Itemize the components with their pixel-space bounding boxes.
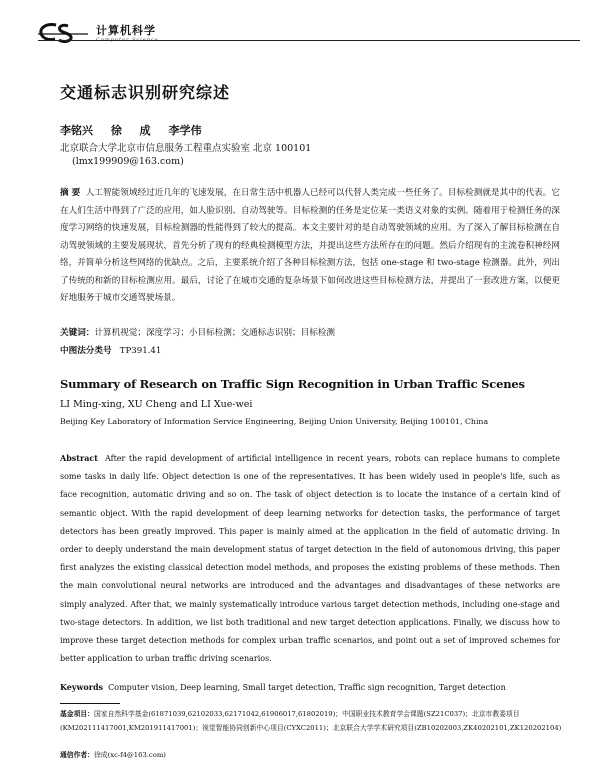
abstract-en-text: After the rapid development of artificial intelligence in recent years, robots can replace humans to complete some tasks in daily life. Object detection is one of the representatives. It has been widely used in people's life, such as face recognition, automatic driving and so on. The task of object detection is to locate the instance of a certain kind of semantic object. With the rapid development of deep learning networks for detection tasks, the performance of target detectors has been greatly improved. This paper is mainly aimed at the application in the field of automatic driving. In order to deeply understand the main development status of target detection in the field of autonomous driving, this paper first analyzes the existing classical detection model methods, and proposes the existing problems of these methods. Then the main convolutional neural networks are introduced and the advantages and disadvantages of these networks are simply analyzed. After that, we mainly systematically introduce various target detection methods, including one-stage and two-stage detectors. In addition, we list both traditional and new target detection applications. Finally, we discuss how to improve these target detection methods for complex urban traffic scenarios, and point out a set of improved schemes for better application to urban traffic driving scenarios. bbox=[60, 454, 561, 664]
authors-cn: 李铭兴 徐 成 李学伟 bbox=[60, 124, 202, 137]
affiliation-cn: 北京联合大学北京市信息服务工程重点实验室 北京 100101 bbox=[60, 143, 312, 154]
journal-header bbox=[0, 0, 600, 52]
keywords-cn-text: 计算机视觉；深度学习；小目标检测；交通标志识别；目标检测 bbox=[94, 328, 336, 338]
keywords-cn-label: 关键词： bbox=[60, 328, 95, 338]
keywords-en-label: Keywords bbox=[60, 682, 104, 692]
abstract-en-label: Abstract bbox=[60, 453, 98, 463]
funding-text: 国家自然科学基金(61871039,62102033,62171042,61906017,61802019)；中国职业技术教育学会课题(SZ21C037)；北京市教委项目(KM202111417001,KM201911417001)；视觉智能协同创新中心项目(CYXC2011)；北京联合大学学术研究项目(ZB10202003,ZK40202101,ZK120202104) bbox=[60, 710, 562, 732]
abstract-cn-text: 人工智能领域经过近几年的飞速发展，在日常生活中机器人已经可以代替人类完成一些任务了。目标检测就是其中的代表。它在人们生活中得到了广泛的应用，如人脸识别、自动驾驶等。目标检测的任务是定位某一类语义对象的实例。随着用于检测任务的深度学习网络的快速发展，目标检测器的性能得到了较大的提高。本文主要针对的是自动驾驶领域的应用。为了深入了解目标检测在自动驾驶领域的主要发展现状，首先分析了现有的经典检测模型方法，并提出这些方法所存在的问题。然后介绍现有的主流卷积神经网络，并简单分析这些网络的优缺点。之后，主要系统介绍了各种目标检测方法，包括 one-stage 和 two-stage 检测器。此外，列出了传统的和新的目标检测应用。最后，讨论了在城市交通的复杂场景下如何改进这些目标检测方法，并提出了一套改进方案，以便更好地服务于城市交通驾驶场景。 bbox=[60, 188, 560, 303]
affiliation-en: Beijing Key Laboratory of Information Service Engineering, Beijing Union University, Beijing 100101, China bbox=[60, 417, 489, 426]
abstract-en bbox=[60, 449, 560, 668]
corresponding-text: 徐成(xc-f4@163.com) bbox=[93, 751, 166, 759]
classification-cn-text: TP391.41 bbox=[119, 346, 162, 356]
keywords-cn bbox=[60, 326, 335, 338]
footnote-divider bbox=[60, 703, 120, 704]
journal-name-cn: 计算机科学 bbox=[96, 24, 156, 37]
abstract-cn-label: 摘 要 bbox=[60, 188, 81, 198]
author-email: (lmx199909@163.com) bbox=[72, 156, 184, 167]
abstract-cn bbox=[60, 185, 560, 308]
keywords-en-text: Computer vision, Deep learning, Small target detection, Traffic sign recognition, Target detection bbox=[108, 683, 506, 692]
paper-title-cn: 交通标志识别研究综述 bbox=[60, 85, 231, 102]
funding-footnote bbox=[60, 707, 565, 735]
paper-title-en: Summary of Research on Traffic Sign Recognition in Urban Traffic Scenes bbox=[60, 377, 525, 391]
classification-cn bbox=[60, 344, 161, 356]
funding-label: 基金项目： bbox=[60, 710, 94, 718]
classification-cn-label: 中图法分类号 bbox=[60, 346, 112, 356]
corresponding-author bbox=[60, 749, 166, 759]
corresponding-label: 通信作者： bbox=[60, 751, 94, 759]
keywords-en bbox=[60, 682, 506, 692]
authors-en: LI Ming-xing, XU Cheng and LI Xue-wei bbox=[60, 399, 253, 410]
header-divider bbox=[38, 40, 580, 41]
